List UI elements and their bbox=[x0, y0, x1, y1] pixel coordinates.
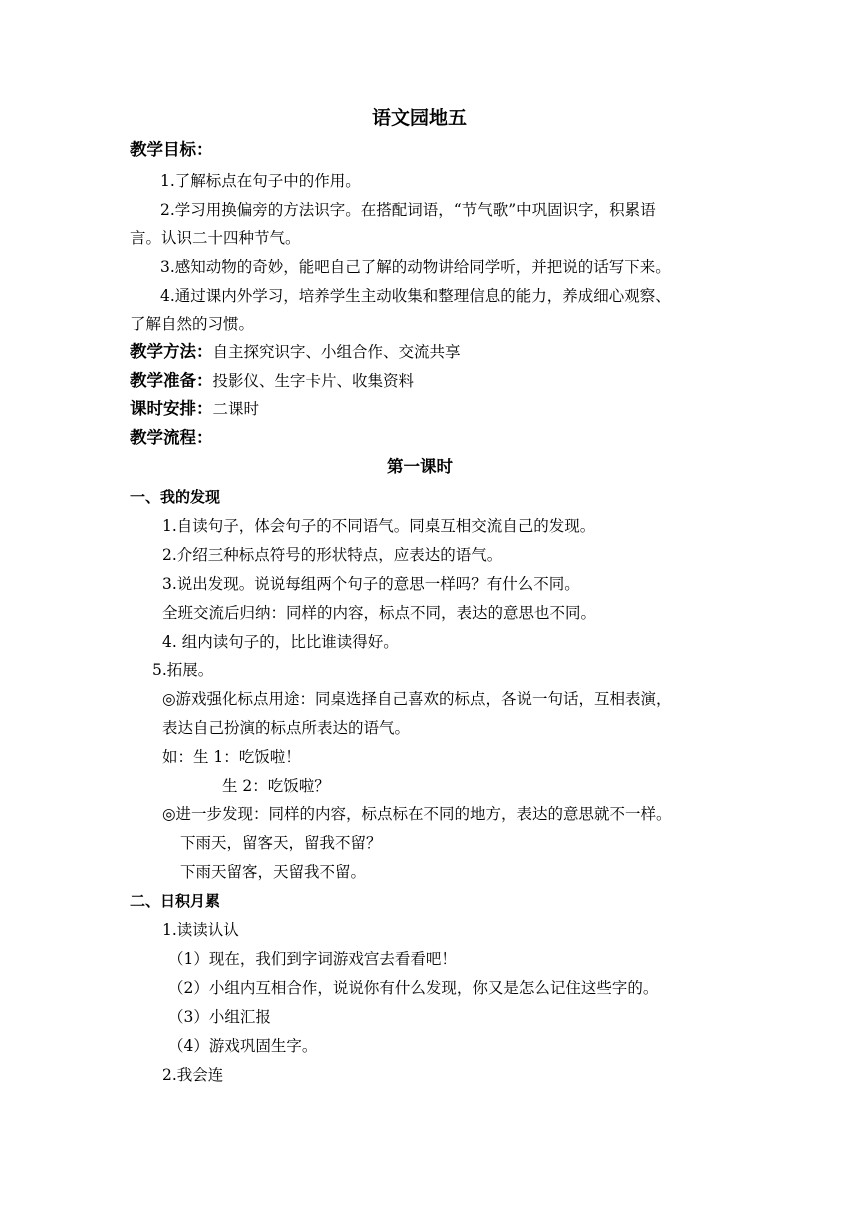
preparation-row bbox=[130, 371, 414, 391]
section-line: （4）游戏巩固生字。 bbox=[168, 1037, 318, 1055]
schedule-row bbox=[130, 399, 259, 419]
section-heading: 一、我的发现 bbox=[130, 488, 221, 506]
method-value: 自主探究识字、小组合作、交流共享 bbox=[212, 343, 461, 361]
section-line: 生 2：吃饭啦？ bbox=[222, 777, 330, 795]
method-row bbox=[130, 342, 461, 362]
section-line: 2.介绍三种标点符号的形状特点，应表达的语气。 bbox=[162, 546, 503, 564]
schedule-value: 二课时 bbox=[212, 400, 260, 418]
process-heading: 教学流程： bbox=[130, 428, 213, 447]
document-title: 语文园地五 bbox=[372, 107, 468, 129]
method-label: 教学方法： bbox=[130, 342, 213, 361]
section-line: 下雨天，留客天，留我不留？ bbox=[180, 834, 382, 852]
section-line: 1.自读句子，体会句子的不同语气。同桌互相交流自己的发现。 bbox=[162, 517, 596, 535]
objective-line: 4.通过课内外学习，培养学生主动收集和整理信息的能力，养成细心观察、 bbox=[160, 287, 671, 305]
section-line: （3）小组汇报 bbox=[168, 1008, 271, 1026]
section-line: 2.我会连 bbox=[162, 1066, 224, 1084]
section-line: ◎进一步发现：同样的内容，标点标在不同的地方，表达的意思就不一样。 bbox=[162, 805, 672, 823]
section-line: （1）现在，我们到字词游戏宫去看看吧！ bbox=[168, 950, 457, 968]
section-line: 5.拓展。 bbox=[152, 661, 214, 679]
objective-line: 言。认识二十四种节气。 bbox=[130, 229, 301, 247]
preparation-value: 投影仪、生字卡片、收集资料 bbox=[212, 372, 415, 390]
objective-line: 2.学习用换偏旁的方法识字。在搭配词语，“节气歌”中巩固识字，积累语 bbox=[160, 201, 656, 219]
section-line: 表达自己扮演的标点所表达的语气。 bbox=[162, 719, 411, 737]
objective-line: 1.了解标点在句子中的作用。 bbox=[160, 172, 361, 190]
lesson-title: 第一课时 bbox=[387, 457, 453, 476]
section-line: 3.说出发现。说说每组两个句子的意思一样吗？有什么不同。 bbox=[162, 575, 580, 593]
section-line: ◎游戏强化标点用途：同桌选择自己喜欢的标点，各说一句话，互相表演， bbox=[162, 690, 672, 708]
section-line: （2）小组内互相合作，说说你有什么发现，你又是怎么记住这些字的。 bbox=[168, 979, 659, 997]
section-line: 4. 组内读句子的，比比谁读得好。 bbox=[162, 633, 399, 651]
objective-line: 3.感知动物的奇妙，能吧自己了解的动物讲给同学听，并把说的话写下来。 bbox=[160, 258, 671, 276]
objective-line: 了解自然的习惯。 bbox=[130, 315, 255, 333]
section-line: 1.读读认认 bbox=[162, 921, 239, 939]
objectives-heading: 教学目标： bbox=[130, 140, 213, 159]
section-line: 如：生 1：吃饭啦！ bbox=[162, 748, 301, 766]
section-heading: 二、日积月累 bbox=[130, 892, 221, 910]
schedule-label: 课时安排： bbox=[130, 399, 213, 418]
preparation-label: 教学准备： bbox=[130, 371, 213, 390]
section-line: 下雨天留客，天留我不留。 bbox=[180, 863, 367, 881]
section-line: 全班交流后归纳：同样的内容，标点不同，表达的意思也不同。 bbox=[162, 604, 597, 622]
